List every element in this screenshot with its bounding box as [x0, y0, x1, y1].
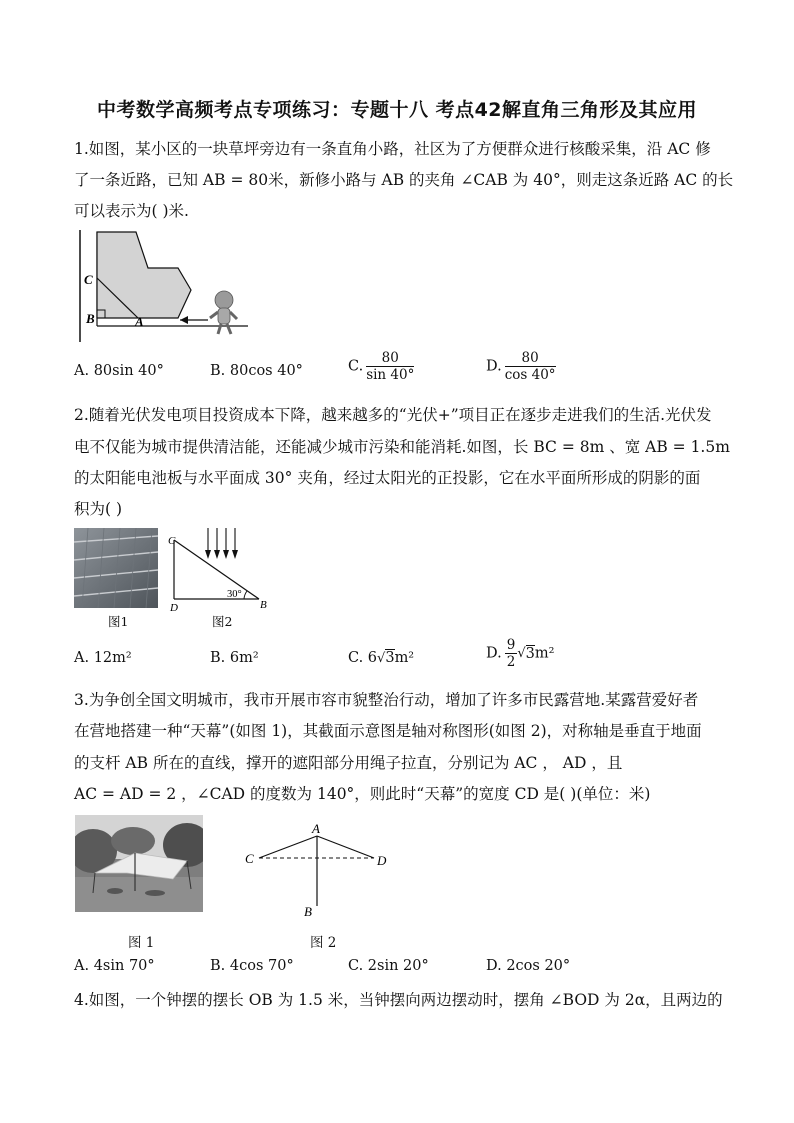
- q1-option-c[interactable]: [348, 350, 414, 383]
- q2-triangle-figure: [168, 528, 274, 616]
- q3-option-a[interactable]: A. 4sin 70°: [74, 958, 155, 974]
- page-title: 中考数学高频考点专项练习：专题十八 考点42解直角三角形及其应用: [96, 99, 698, 121]
- q1-text-line-3: 可以表示为( )米.: [74, 202, 189, 220]
- q3-option-c[interactable]: C. 2sin 20°: [348, 958, 429, 974]
- q3-label-c: C: [245, 851, 254, 866]
- q1-option-c-fraction: [366, 350, 414, 383]
- q2-option-d-sqrt-icon: √: [517, 646, 526, 661]
- q2-option-d-radicand: 3: [525, 645, 535, 662]
- q2-option-d-fraction: [505, 637, 518, 670]
- q4-text-line-1: 4.如图，一个钟摆的摆长 OB 为 1.5 米，当钟摆向两边摆动时，摆角 ∠BOD 为 2α，且两边的: [74, 991, 723, 1009]
- q3-fig1-caption: 图 1: [128, 935, 155, 951]
- q1-label-c: C: [84, 272, 93, 287]
- q2-text-line-3: 的太阳能电池板与水平面成 30° 夹角，经过太阳光的正投影，它在水平面所形成的阴影的面: [74, 469, 701, 487]
- q3-label-a: A: [312, 821, 320, 836]
- q1-option-c-denominator: sin 40°: [366, 367, 415, 383]
- q1-option-b[interactable]: B. 80cos 40°: [210, 363, 303, 379]
- q1-option-d-denominator: cos 40°: [504, 367, 556, 383]
- q2-fig1-caption: 图1: [108, 614, 129, 629]
- q3-fig2-caption: 图 2: [310, 935, 337, 951]
- q2-option-d-unit: m²: [534, 645, 555, 662]
- q1-figure: [78, 228, 248, 346]
- q1-text-line-2: 了一条近路，已知 AB = 80米，新修小路与 AB 的夹角 ∠CAB 为 40°，则走这条近路 AC 的长: [74, 171, 734, 189]
- q2-option-b[interactable]: B. 6m²: [210, 650, 259, 666]
- q3-text-line-3: 的支杆 AB 所在的直线，撑开的遮阳部分用绳子拉直，分别记为 AC ， AD ，且: [74, 754, 623, 772]
- q2-option-d-denominator: 2: [506, 654, 516, 670]
- q3-text-line-4: AC = AD = 2 ，∠CAD 的度数为 140°，则此时“天幕”的宽度 CD 是( )(单位：米): [74, 785, 651, 803]
- q3-option-d[interactable]: D. 2cos 20°: [486, 958, 571, 974]
- q3-canopy-photo: [75, 815, 203, 912]
- q3-canopy-diagram: [240, 820, 400, 922]
- q1-option-d-numerator: 80: [505, 350, 556, 367]
- q1-text-line-1: 1.如图，某小区的一块草坪旁边有一条直角小路，社区为了方便群众进行核酸采集，沿 AC 修: [74, 140, 711, 158]
- q2-label-b: B: [260, 599, 267, 611]
- q3-option-b[interactable]: B. 4cos 70°: [210, 958, 294, 974]
- q2-text-line-4: 积为( ): [74, 500, 123, 518]
- q2-option-c-sqrt-icon: √: [377, 651, 386, 666]
- q1-option-a[interactable]: A. 80sin 40°: [74, 363, 164, 379]
- q1-label-b: B: [86, 311, 95, 326]
- q2-text-line-1: 2.随着光伏发电项目投资成本下降，越来越多的“光伏+”项目正在逐步走进我们的生活.光伏发: [74, 406, 712, 424]
- q2-option-a[interactable]: A. 12m²: [74, 650, 132, 666]
- q1-option-d-fraction: [505, 350, 556, 383]
- q2-text-line-2: 电不仅能为城市提供清洁能，还能减少城市污染和能消耗.如图，长 BC = 8m 、宽 AB = 1.5m: [74, 438, 730, 456]
- q1-option-c-label: C.: [348, 358, 364, 375]
- q2-option-c-label: C. 6: [348, 650, 378, 666]
- q2-option-d-label: D.: [486, 645, 502, 662]
- q2-label-d: D: [170, 602, 178, 614]
- q2-solar-panel-photo: [74, 528, 158, 608]
- q3-label-d: D: [377, 853, 387, 868]
- q2-option-d-numerator: 9: [506, 637, 516, 653]
- q1-label-a: A: [135, 314, 144, 329]
- q3-text-line-1: 3.为争创全国文明城市，我市开展市容市貌整治行动，增加了许多市民露营地.某露营爱好者: [74, 691, 699, 709]
- q2-fig2-caption: 图2: [212, 614, 233, 629]
- q1-option-c-numerator: 80: [366, 350, 414, 367]
- q2-option-c-unit: m²: [394, 650, 415, 666]
- q1-option-d[interactable]: [486, 350, 556, 383]
- q3-label-b: B: [304, 904, 312, 919]
- q2-option-c[interactable]: [348, 650, 414, 666]
- q2-label-angle: 30°: [227, 589, 242, 600]
- q2-option-d[interactable]: [486, 637, 554, 670]
- q1-option-d-label: D.: [486, 358, 502, 375]
- q2-option-c-radicand: 3: [385, 650, 395, 666]
- q2-label-c: C: [168, 535, 176, 547]
- q3-text-line-2: 在营地搭建一种“天幕”(如图 1)，其截面示意图是轴对称图形(如图 2)，对称轴是垂直于地面: [74, 722, 702, 740]
